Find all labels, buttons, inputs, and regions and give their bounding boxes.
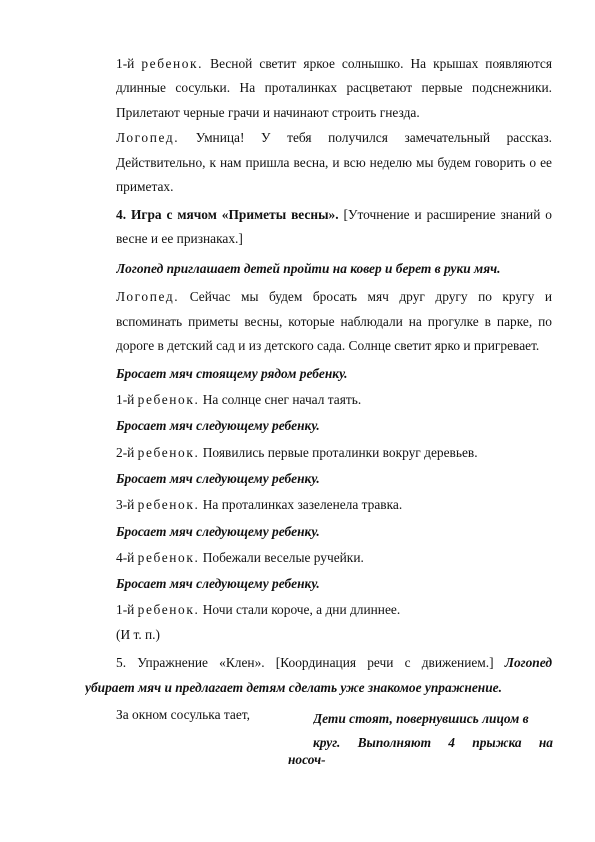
speaker-number: 1-й	[116, 392, 138, 407]
dialogue-line	[116, 546, 552, 571]
line-text: [Координация речи с движением.]	[264, 655, 505, 670]
line-text: носоч-	[288, 752, 326, 767]
line-text: На солнце снег начал таять.	[199, 392, 362, 407]
line-text: Бросает мяч следующему ребенку.	[116, 418, 320, 433]
paragraph-speech-therapist-ball	[116, 285, 552, 310]
speaker-label: Логопед.	[116, 130, 180, 145]
line-text: убирает мяч и предлагает детям сделать уже знакомое упражнение.	[85, 680, 502, 695]
speaker-number: 1-й	[116, 602, 138, 617]
line-text: Бросает мяч следующему ребенку.	[116, 471, 320, 486]
text-line	[116, 285, 552, 310]
speaker-number: 1-й	[116, 56, 142, 71]
text-line	[116, 651, 552, 676]
line-text: Прилетают черные грачи и начинают строить гнезда.	[116, 105, 420, 120]
line-text: Бросает мяч следующему ребенку.	[116, 576, 320, 591]
section-5-heading	[116, 651, 552, 676]
speaker-label: ребенок.	[137, 497, 200, 512]
rhyme-left-column	[116, 707, 250, 723]
section-4-heading	[116, 203, 552, 228]
dialogue-line	[116, 441, 552, 466]
dialogue-line	[116, 388, 552, 413]
direction-line: Дети стоят, повернувшись лицом в	[313, 711, 529, 726]
line-text: Логопед	[504, 655, 552, 670]
text-line	[116, 126, 552, 151]
line-text: дороге в детский сад и из детского сада. Солнце светит ярко и пригревает.	[116, 338, 540, 353]
stage-direction	[116, 520, 552, 545]
paragraph-speech-therapist-praise	[116, 126, 552, 151]
stage-direction	[116, 572, 552, 597]
text-line	[116, 334, 552, 359]
speaker-number: 3-й	[116, 497, 138, 512]
line-text: Ночи стали короче, а дни длиннее.	[199, 602, 401, 617]
speaker-label: ребенок.	[137, 602, 200, 617]
speaker-label: ребенок.	[137, 550, 200, 565]
line-text: Весной светит яркое солнышко. На крышах появляются	[203, 56, 552, 71]
stage-direction	[116, 362, 552, 387]
speaker-label: Логопед.	[116, 289, 180, 304]
stage-direction	[116, 414, 552, 439]
text-line	[116, 151, 552, 176]
text-line	[116, 76, 552, 101]
line-text: Бросает мяч стоящему рядом ребенку.	[116, 366, 348, 381]
direction-line-continued	[288, 752, 326, 768]
dialogue-line	[116, 493, 552, 518]
line-text: Побежали веселые ручейки.	[199, 550, 364, 565]
line-text: весне и ее признаках.]	[116, 231, 243, 246]
text-line	[116, 227, 552, 252]
speaker-number: 4-й	[116, 550, 138, 565]
text-line	[116, 310, 552, 335]
rhyme-right-column	[313, 707, 553, 755]
text-line	[116, 52, 552, 77]
line-text: [Уточнение и расширение знаний о	[338, 207, 552, 222]
line-text: приметах.	[116, 179, 174, 194]
line-text: Действительно, к нам пришла весна, и всю неделю мы будем говорить о ее	[116, 155, 552, 170]
line-text: (И т. п.)	[116, 627, 160, 642]
section-title: 5. Упражнение «Клен».	[116, 655, 265, 670]
line-text: Бросает мяч следующему ребенку.	[116, 524, 320, 539]
rhyme-line: За окном сосулька тает,	[116, 707, 250, 722]
stage-direction	[116, 467, 552, 492]
dialogue-line	[116, 598, 552, 623]
line-text: Умница! У тебя получился замечательный рассказ.	[179, 130, 552, 145]
stage-direction	[116, 257, 552, 282]
speaker-number: 2-й	[116, 445, 138, 460]
line-text: Логопед приглашает детей пройти на ковер и берет в руки мяч.	[116, 261, 501, 276]
speaker-label: ребенок.	[137, 392, 200, 407]
line-text: На проталинках зазеленела травка.	[199, 497, 403, 512]
text-line	[116, 101, 552, 126]
line-text: длинные сосульки. На проталинках расцветают первые подснежники.	[116, 80, 552, 95]
section-title: 4. Игра с мячом «Приметы весны».	[116, 207, 339, 222]
speaker-label: ребенок.	[137, 445, 200, 460]
text-line	[116, 623, 552, 648]
speaker-label: ребенок.	[141, 56, 204, 71]
text-line	[116, 203, 552, 228]
line-text: Появились первые проталинки вокруг деревьев.	[199, 445, 478, 460]
direction-line: круг. Выполняют 4 прыжка на	[313, 735, 553, 750]
line-text: Сейчас мы будем бросать мяч друг другу по кругу и	[179, 289, 552, 304]
text-line	[116, 175, 552, 200]
line-text: вспоминать приметы весны, которые наблюдали на прогулке в парке, по	[116, 314, 552, 329]
text-line	[85, 676, 521, 701]
